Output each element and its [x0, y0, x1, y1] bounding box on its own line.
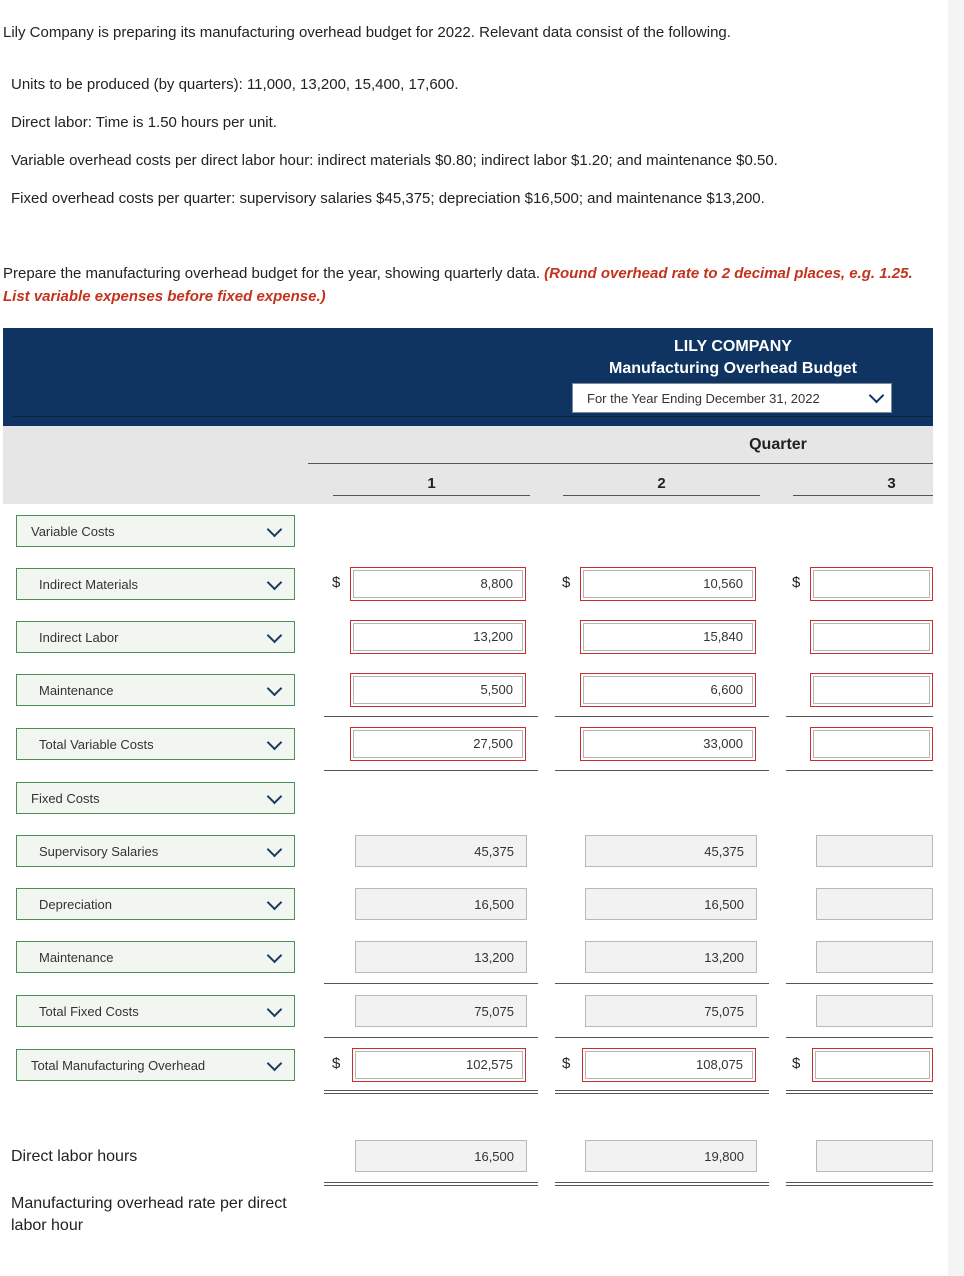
- maintenance-fixed-q2-input[interactable]: [585, 941, 757, 973]
- input-value: 33,000: [703, 736, 743, 751]
- input-value: 27,500: [473, 736, 513, 751]
- quarter-3-underline: [793, 495, 933, 496]
- period-dropdown-value: For the Year Ending December 31, 2022: [587, 391, 820, 406]
- direct-labor-hours-q3-input[interactable]: [816, 1140, 933, 1172]
- chevron-down-icon: [267, 628, 283, 644]
- input-value: 8,800: [480, 576, 513, 591]
- row-select-total-variable-costs[interactable]: [16, 728, 295, 760]
- row-select-label: Maintenance: [39, 683, 114, 698]
- input-value: 10,560: [703, 576, 743, 591]
- input-value: 16,500: [474, 897, 514, 912]
- indirect-labor-q3-input[interactable]: [810, 620, 933, 654]
- subtotal-rule: [555, 983, 769, 984]
- total-double-rule: [324, 1182, 538, 1186]
- depreciation-q3-input[interactable]: [816, 888, 933, 920]
- row-select-label: Depreciation: [39, 897, 112, 912]
- subtotal-rule: [324, 1037, 538, 1038]
- row-select-label: Indirect Labor: [39, 630, 119, 645]
- overhead-rate-label-line2: labor hour: [11, 1217, 84, 1234]
- input-value: 13,200: [473, 629, 513, 644]
- row-select-fixed-costs[interactable]: [16, 782, 295, 814]
- indirect-labor-q1-input[interactable]: [350, 620, 526, 654]
- total-overhead-q1-input[interactable]: [352, 1048, 526, 1082]
- total-fixed-q1-input[interactable]: [355, 995, 527, 1027]
- row-select-total-manufacturing-overhead[interactable]: [16, 1049, 295, 1081]
- quarter-1-header: 1: [427, 475, 436, 492]
- quarter-3-header: 3: [887, 475, 896, 492]
- problem-variable-costs: Variable overhead costs per direct labor hour: indirect materials $0.80; indirect labor $1.20; and maintenance $0.50.: [11, 152, 778, 169]
- total-variable-q2-input[interactable]: [580, 727, 756, 761]
- period-dropdown[interactable]: [572, 383, 892, 413]
- total-overhead-q2-input[interactable]: [582, 1048, 756, 1082]
- problem-intro: Lily Company is preparing its manufacturing overhead budget for 2022. Relevant data consist of the following.: [3, 24, 731, 41]
- input-value: 13,200: [704, 950, 744, 965]
- row-select-indirect-materials[interactable]: [16, 568, 295, 600]
- row-select-indirect-labor[interactable]: [16, 621, 295, 653]
- row-select-label: Total Variable Costs: [39, 737, 154, 752]
- subtotal-rule: [786, 1037, 933, 1038]
- instruction-text: Prepare the manufacturing overhead budget for the year, showing quarterly data.: [3, 265, 545, 282]
- currency-symbol: $: [562, 1055, 571, 1072]
- header-divider: [13, 416, 933, 417]
- indirect-materials-q2-input[interactable]: [580, 567, 756, 601]
- problem-direct-labor: Direct labor: Time is 1.50 hours per unit.: [11, 114, 277, 131]
- row-select-supervisory-salaries[interactable]: [16, 835, 295, 867]
- right-scroll-strip: [948, 0, 964, 1276]
- quarter-underline: [308, 463, 933, 464]
- row-select-variable-costs[interactable]: [16, 515, 295, 547]
- chevron-down-icon: [267, 1056, 283, 1072]
- total-overhead-q3-input[interactable]: [812, 1048, 933, 1082]
- subtotal-rule: [555, 1037, 769, 1038]
- total-variable-q1-input[interactable]: [350, 727, 526, 761]
- input-value: 45,375: [704, 844, 744, 859]
- input-value: 6,600: [710, 682, 743, 697]
- subtotal-rule: [786, 716, 933, 717]
- maintenance-variable-q2-input[interactable]: [580, 673, 756, 707]
- row-select-label: Supervisory Salaries: [39, 844, 159, 859]
- company-name: LILY COMPANY: [674, 338, 792, 355]
- total-double-rule: [786, 1182, 933, 1186]
- subtotal-rule: [786, 983, 933, 984]
- quarter-1-underline: [333, 495, 530, 496]
- maintenance-fixed-q1-input[interactable]: [355, 941, 527, 973]
- overhead-rate-label-line1: Manufacturing overhead rate per direct: [11, 1195, 287, 1212]
- subtotal-rule: [324, 716, 538, 717]
- maintenance-variable-q1-input[interactable]: [350, 673, 526, 707]
- row-select-label: Indirect Materials: [39, 577, 138, 592]
- input-value: 75,075: [704, 1004, 744, 1019]
- input-value: 19,800: [704, 1149, 744, 1164]
- chevron-down-icon: [869, 388, 885, 404]
- instruction: [3, 262, 938, 308]
- instruction-note: (Round overhead rate to 2 decimal places, e.g. 1.25. List variable expenses before fixed expense.): [3, 265, 913, 305]
- currency-symbol: $: [332, 1055, 341, 1072]
- subtotal-rule: [324, 983, 538, 984]
- chevron-down-icon: [267, 895, 283, 911]
- chevron-down-icon: [267, 735, 283, 751]
- subtotal-rule: [786, 770, 933, 771]
- supervisory-salaries-q2-input[interactable]: [585, 835, 757, 867]
- chevron-down-icon: [267, 522, 283, 538]
- depreciation-q2-input[interactable]: [585, 888, 757, 920]
- currency-symbol: $: [562, 574, 571, 591]
- indirect-materials-q3-input[interactable]: [810, 567, 933, 601]
- row-select-maintenance-variable[interactable]: [16, 674, 295, 706]
- problem-fixed-costs: Fixed overhead costs per quarter: supervisory salaries $45,375; depreciation $16,500; and maintenance $13,200.: [11, 190, 765, 207]
- input-value: 45,375: [474, 844, 514, 859]
- input-value: 15,840: [703, 629, 743, 644]
- quarter-label: Quarter: [749, 436, 807, 453]
- subtotal-rule: [555, 716, 769, 717]
- row-select-label: Variable Costs: [31, 524, 115, 539]
- input-value: 16,500: [704, 897, 744, 912]
- supervisory-salaries-q1-input[interactable]: [355, 835, 527, 867]
- maintenance-variable-q3-input[interactable]: [810, 673, 933, 707]
- depreciation-q1-input[interactable]: [355, 888, 527, 920]
- direct-labor-hours-label: Direct labor hours: [11, 1148, 138, 1165]
- row-select-total-fixed-costs[interactable]: [16, 995, 295, 1027]
- total-double-rule: [786, 1090, 933, 1094]
- currency-symbol: $: [792, 574, 801, 591]
- direct-labor-hours-q2-input[interactable]: [585, 1140, 757, 1172]
- chevron-down-icon: [267, 948, 283, 964]
- input-value: 75,075: [474, 1004, 514, 1019]
- total-double-rule: [555, 1090, 769, 1094]
- indirect-materials-q1-input[interactable]: [350, 567, 526, 601]
- chevron-down-icon: [267, 575, 283, 591]
- input-value: 13,200: [474, 950, 514, 965]
- indirect-labor-q2-input[interactable]: [580, 620, 756, 654]
- input-value: 16,500: [474, 1149, 514, 1164]
- input-value: 5,500: [480, 682, 513, 697]
- row-select-label: Fixed Costs: [31, 791, 100, 806]
- chevron-down-icon: [267, 1002, 283, 1018]
- total-double-rule: [324, 1090, 538, 1094]
- currency-symbol: $: [792, 1055, 801, 1072]
- row-select-depreciation[interactable]: [16, 888, 295, 920]
- budget-title: Manufacturing Overhead Budget: [608, 360, 858, 377]
- currency-symbol: $: [332, 574, 341, 591]
- problem-units: Units to be produced (by quarters): 11,000, 13,200, 15,400, 17,600.: [11, 76, 459, 93]
- chevron-down-icon: [267, 681, 283, 697]
- row-select-label: Total Fixed Costs: [39, 1004, 139, 1019]
- subtotal-rule: [555, 770, 769, 771]
- total-double-rule: [555, 1182, 769, 1186]
- quarter-2-underline: [563, 495, 760, 496]
- subtotal-rule: [324, 770, 538, 771]
- chevron-down-icon: [267, 842, 283, 858]
- input-value: 108,075: [696, 1057, 743, 1072]
- maintenance-fixed-q3-input[interactable]: [816, 941, 933, 973]
- total-fixed-q3-input[interactable]: [816, 995, 933, 1027]
- row-select-label: Maintenance: [39, 950, 114, 965]
- direct-labor-hours-q1-input[interactable]: [355, 1140, 527, 1172]
- row-select-maintenance-fixed[interactable]: [16, 941, 295, 973]
- total-variable-q3-input[interactable]: [810, 727, 933, 761]
- overhead-rate-label: [11, 1193, 287, 1237]
- input-value: 102,575: [466, 1057, 513, 1072]
- chevron-down-icon: [267, 789, 283, 805]
- row-select-label: Total Manufacturing Overhead: [31, 1058, 206, 1073]
- supervisory-salaries-q3-input[interactable]: [816, 835, 933, 867]
- quarter-2-header: 2: [657, 475, 666, 492]
- total-fixed-q2-input[interactable]: [585, 995, 757, 1027]
